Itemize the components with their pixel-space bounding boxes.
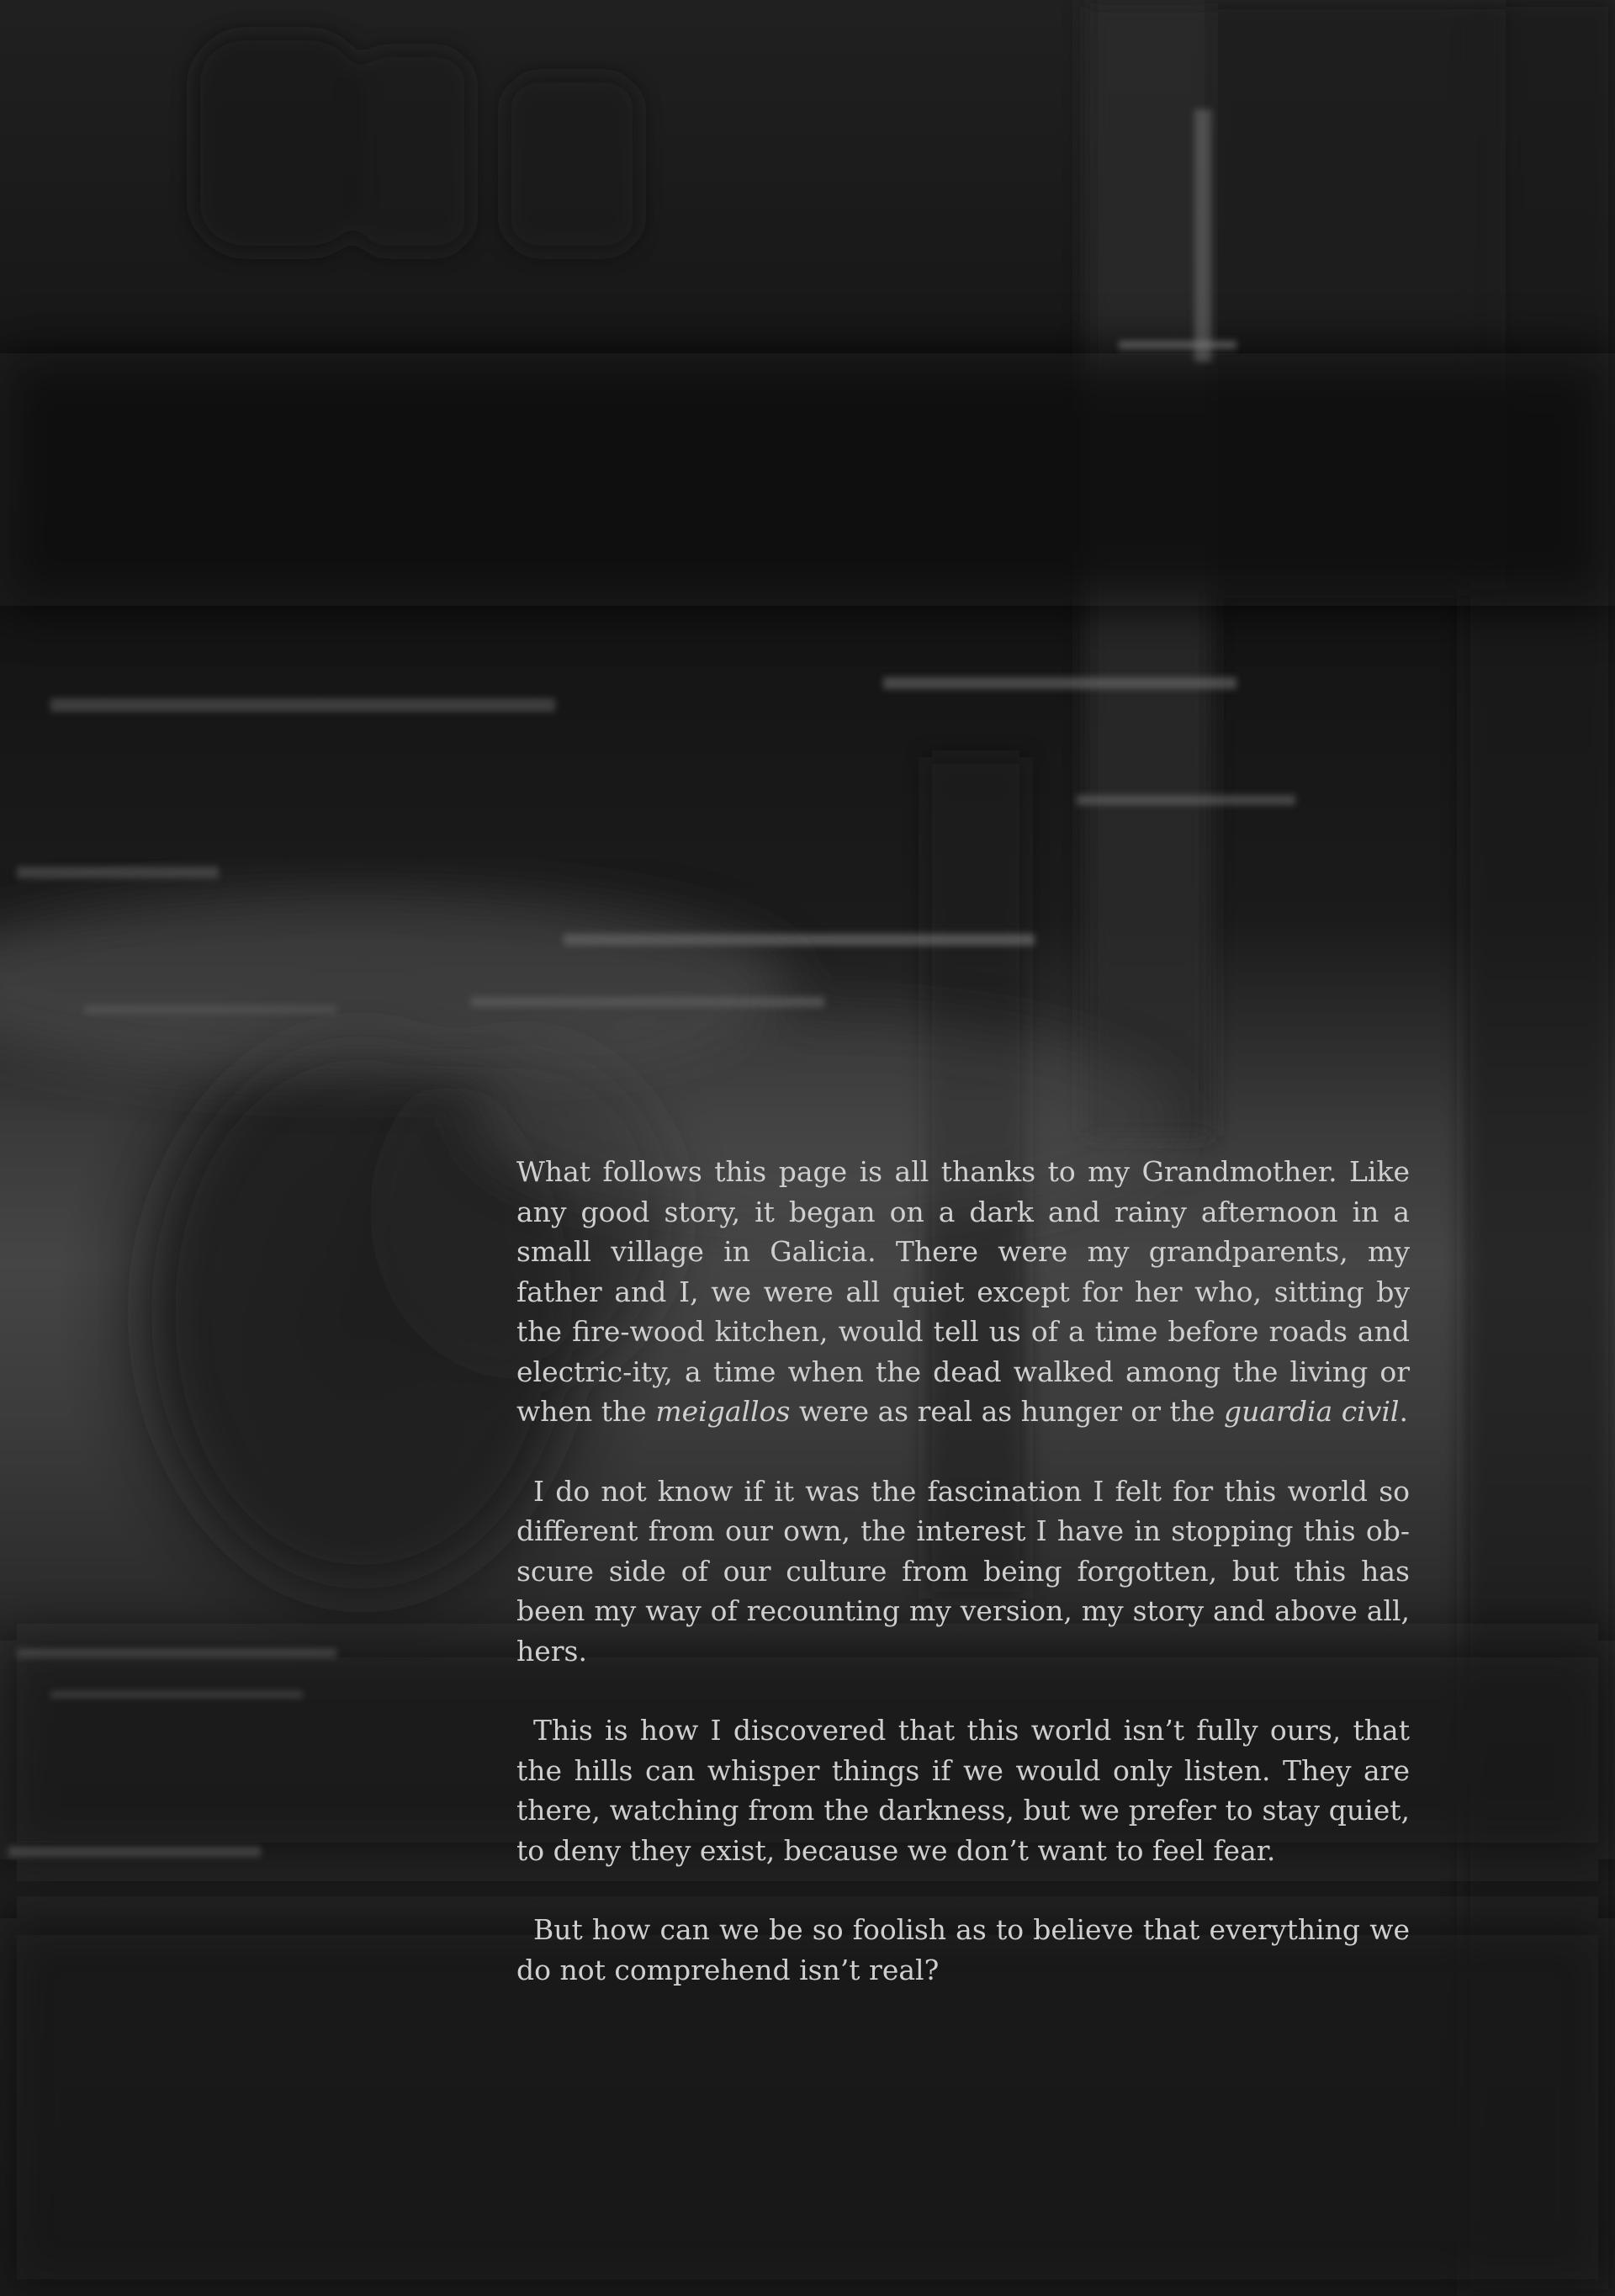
paragraph-4-text: But how can we be so foolish as to believe that everything we do not comprehend isn’t real?: [516, 1913, 1410, 1986]
paragraph-1: [516, 1152, 1410, 1432]
paragraph-1-italic-meigallos: meigallos: [655, 1395, 791, 1428]
paragraph-1-text-1: What follows this page is all thanks to my Grandmother. Like any good story, it began on a dark and rainy afternoon in a small village in Galicia. There were my grandparents, my father and I, we were all quiet except for her who, sitting by the fire-wood kitchen, would tell us of a time before roads and electric-ity, a time when the dead walked among the living or when the: [516, 1155, 1410, 1428]
paragraph-1-text-2: were as real as hunger or the: [790, 1395, 1225, 1428]
paragraph-1-text-3: .: [1399, 1395, 1408, 1428]
paragraph-4: [516, 1910, 1410, 1990]
paragraph-2: [516, 1471, 1410, 1672]
paragraph-2-text: I do not know if it was the fascination I felt for this world so different from our own, the interest I have in stopping this ob-scure side of our culture from being forgotten, but this has been my way of recounting my version, my story and above all, hers.: [516, 1474, 1410, 1668]
paragraph-3: [516, 1710, 1410, 1870]
body-text: [516, 1152, 1410, 2029]
paragraph-1-italic-guardia-civil: guardia civil: [1224, 1395, 1400, 1428]
paragraph-3-text: This is how I discovered that this world isn’t fully ours, that the hills can whisper things if we would only listen. They are there, watching from the darkness, but we prefer to stay quiet, to deny they exist, because we don’t want to feel fear.: [516, 1714, 1410, 1867]
